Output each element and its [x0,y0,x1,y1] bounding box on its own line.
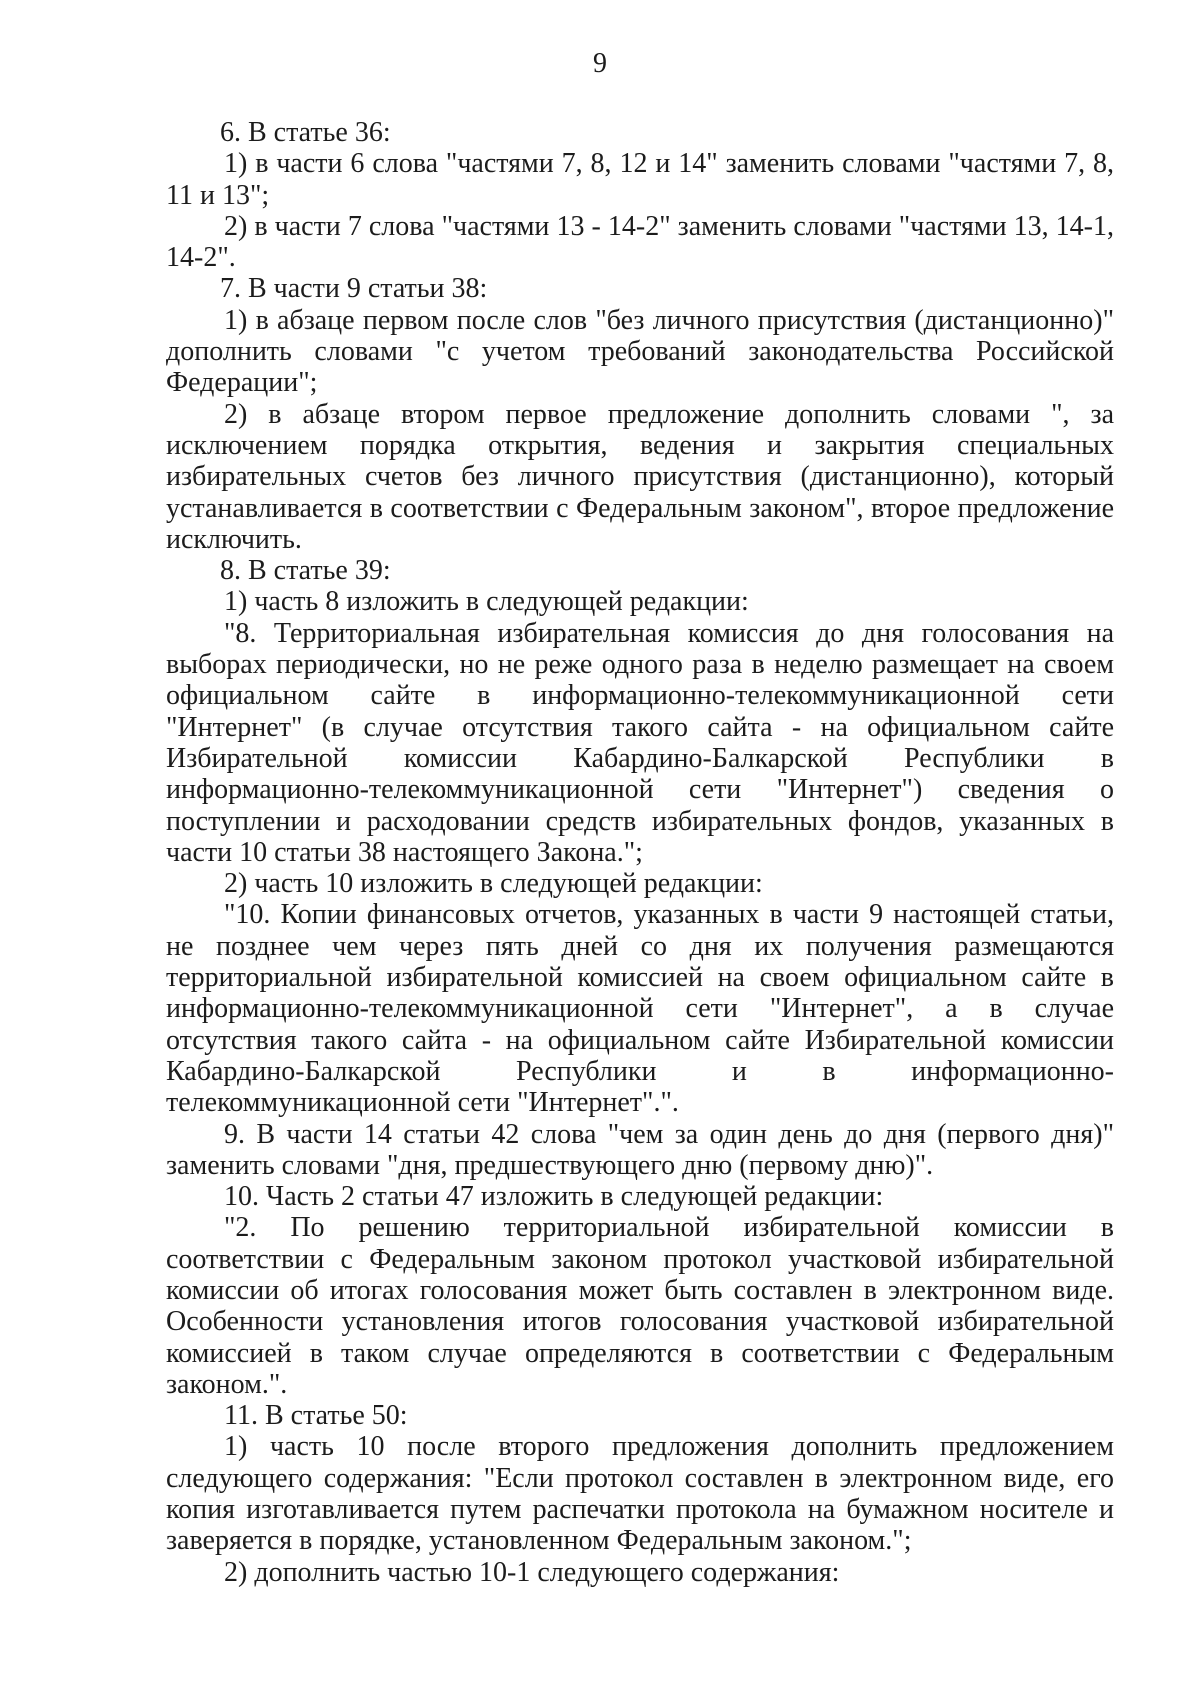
article-38-item-1: 1) в абзаце первом после слов "без личного присутствия (дистанционно)" дополнить словами "с учетом требований законодательства Российской Федерации"; [166,304,1114,399]
article-50-heading: 11. В статье 50: [224,1400,408,1432]
article-39-item-2: 2) часть 10 изложить в следующей редакции: [224,868,763,900]
document-body [166,117,1114,1588]
article-47-heading: 10. Часть 2 статьи 47 изложить в следующей редакции: [224,1181,884,1213]
article-39-part-8-text: "8. Территориальная избирательная комиссия до дня голосования на выборах периодически, но не реже одного раза в неделю размещает на своем официальном сайте в информационно-телекоммуникационной сети "Интернет" (в случае отсутствия такого сайта - на официальном сайте Избирательной комиссии Кабардино-Балкарской Республики в информационно-телекоммуникационной сети "Интернет") сведения о поступлении и расходовании средств избирательных фондов, указанных в части 10 статьи 38 настоящего Закона."; [166,617,1114,868]
article-36-item-1: 1) в части 6 слова "частями 7, 8, 12 и 14" заменить словами "частями 7, 8, 11 и 13"; [166,148,1114,211]
article-50-item-1: 1) часть 10 после второго предложения дополнить предложением следующего содержания: "Если протокол составлен в электронном виде, его копия изготавливается путем распечатки протокола на бумажном носителе и заверяется в порядке, установленном Федеральным законом."; [166,1431,1114,1557]
article-39-item-1: 1) часть 8 изложить в следующей редакции: [224,586,749,618]
article-38-item-2: 2) в абзаце втором первое предложение дополнить словами ", за исключением порядка открытия, ведения и закрытия специальных избирательных счетов без личного присутствия (дистанционно), который устанавливается в соответствии с Федеральным законом", второе предложение исключить. [166,398,1114,555]
article-38-heading: 7. В части 9 статьи 38: [220,273,488,305]
article-50-item-2: 2) дополнить частью 10-1 следующего содержания: [224,1556,840,1588]
article-36-item-2: 2) в части 7 слова "частями 13 - 14-2" заменить словами "частями 13, 14-1, 14-2". [166,210,1114,274]
article-42-amendment: 9. В части 14 статьи 42 слова "чем за один день до дня (первого дня)" заменить словами "дня, предшествующего дню (первому дню)". [166,1118,1114,1181]
article-36-heading: 6. В статье 36: [220,117,391,148]
page-number: 9 [593,48,607,79]
article-39-heading: 8. В статье 39: [220,555,391,587]
article-47-part-2-text: "2. По решению территориальной избирательной комиссии в соответствии с Федеральным законом протокол участковой избирательной комиссии об итогах голосования может быть составлен в электронном виде. Особенности установления итогов голосования участковой избирательной комиссией в таком случае определяются в соответствии с Федеральным законом.". [166,1212,1114,1400]
article-39-part-10-text: "10. Копии финансовых отчетов, указанных в части 9 настоящей статьи, не позднее чем через пять дней со дня их получения размещаются территориальной избирательной комиссией на своем официальном сайте в информационно-телекоммуникационной сети "Интернет", а в случае отсутствия такого сайта - на официальном сайте Избирательной комиссии Кабардино-Балкарской Республики и в информационно-телекоммуникационной сети "Интернет".". [166,899,1114,1119]
